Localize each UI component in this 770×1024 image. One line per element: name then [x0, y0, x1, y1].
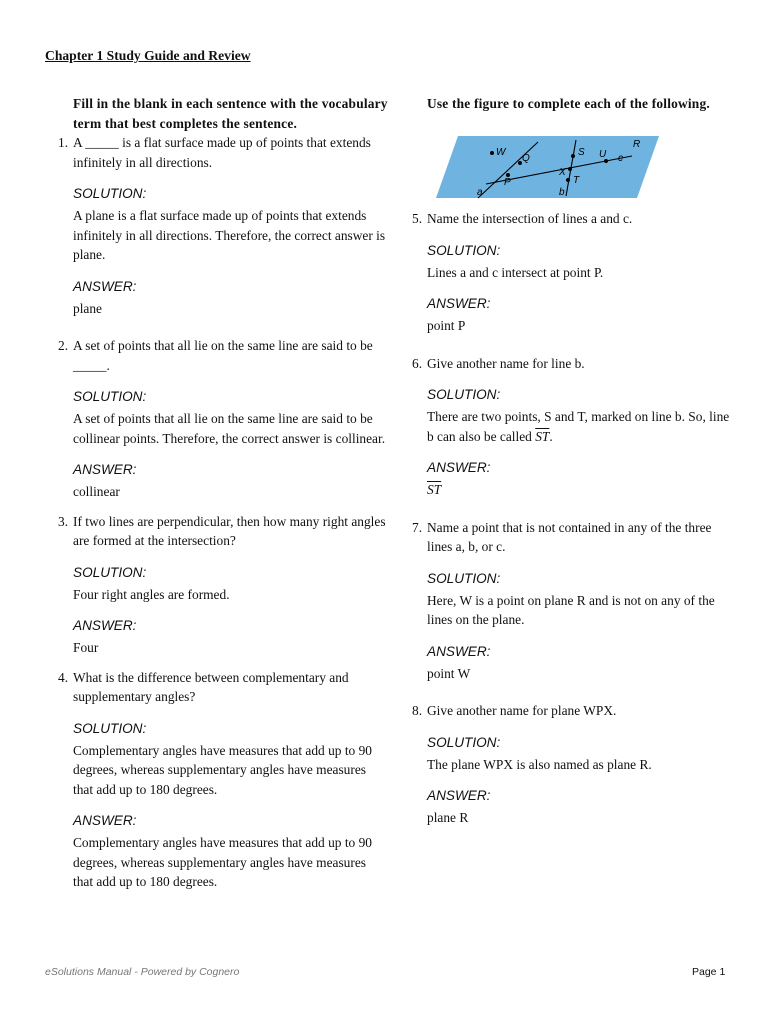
label-R: R — [633, 139, 641, 150]
answer-text: point P — [427, 318, 466, 333]
label-c: c — [618, 153, 623, 164]
solution-label: SOLUTION: — [427, 570, 501, 586]
answer-label: ANSWER: — [427, 643, 491, 659]
answer-text: plane R — [427, 810, 469, 825]
question-8: 8. Give another name for plane WPX. — [412, 701, 732, 721]
right-instructions: Use the figure to complete each of the following. — [427, 96, 710, 111]
question-5: 5. Name the intersection of lines a and c. — [412, 209, 732, 229]
question-text: Give another name for line b. — [427, 355, 585, 371]
answer-text: plane — [73, 300, 102, 316]
label-T: T — [573, 175, 580, 186]
answer-label: ANSWER: — [427, 296, 491, 311]
page-title: Chapter 1 Study Guide and Review — [45, 48, 251, 63]
solution-label: SOLUTION: — [427, 387, 501, 402]
solution-text: Complementary angles have measures that add up to 90 degrees, whereas supplementary angles have measures that add up to 180 degrees. — [73, 742, 372, 797]
answer-label: ANSWER: — [427, 788, 491, 803]
line-ST-symbol: $\overline{ST}$ — [535, 428, 550, 444]
point-S — [571, 154, 575, 158]
label-a: a — [477, 187, 483, 198]
answer-label: ANSWER: — [73, 618, 137, 633]
solution-label: SOLUTION: — [427, 242, 501, 258]
plane-figure — [436, 134, 661, 200]
solution-label: SOLUTION: — [73, 389, 147, 404]
solution-text: A plane is a flat surface made up of points that extends infinitely in all directions. Therefore, the correct answer is plane. — [73, 208, 386, 262]
solution-text: The plane WPX is also named as plane R. — [427, 756, 652, 772]
label-S: S — [578, 147, 585, 158]
answer-text: Complementary angles have measures that add up to 90 degrees, whereas supplementary angles have measures that add up to 180 degrees. — [73, 835, 372, 889]
right-column — [412, 209, 732, 828]
label-U: U — [599, 149, 607, 160]
solution-label: SOLUTION: — [73, 186, 147, 201]
solution-text: Lines a and c intersect at point P. — [427, 264, 604, 280]
footer-publisher: eSolutions Manual - Powered by Cognero — [45, 966, 240, 978]
label-Q: Q — [522, 153, 530, 164]
label-b: b — [559, 187, 565, 198]
answer-label: ANSWER: — [73, 278, 137, 294]
answer-text: point W — [427, 665, 471, 681]
solution-label: SOLUTION: — [73, 720, 147, 736]
label-W: W — [496, 147, 506, 158]
solution-text: Here, W is a point on plane R and is not on any of the lines on the plane. — [427, 592, 715, 627]
answer-label: ANSWER: — [427, 460, 491, 475]
page-number: Page 1 — [692, 966, 726, 978]
question-text: A set of points that all lie on the same line are said to be _____. — [73, 338, 373, 373]
question-2: 2. A set of points that all lie on the same line are said to be _____. — [58, 336, 388, 375]
question-text: Name a point that is not contained in any of the three lines a, b, or c. — [427, 519, 712, 554]
left-column — [58, 94, 388, 892]
point-X — [568, 167, 572, 171]
answer-label: ANSWER: — [73, 462, 137, 477]
question-3: 3. If two lines are perpendicular, then how many right angles are formed at the intersection? — [58, 512, 388, 551]
solution-label: SOLUTION: — [427, 734, 501, 750]
label-X: X — [559, 167, 566, 178]
question-text: Give another name for plane WPX. — [427, 703, 617, 718]
question-text: If two lines are perpendicular, then how many right angles are formed at the intersection? — [73, 513, 386, 548]
question-text: What is the difference between complementary and supplementary angles? — [73, 669, 349, 704]
question-1: 1. A _____ is a flat surface made up of points that extends infinitely in all directions. — [58, 133, 388, 172]
question-text: Name the intersection of lines a and c. — [427, 211, 633, 226]
point-W — [490, 151, 494, 155]
question-text: A _____ is a flat surface made up of points that extends infinitely in all directions. — [73, 135, 371, 170]
question-4: 4. What is the difference between complementary and supplementary angles? — [58, 668, 388, 707]
answer-text: Four — [73, 640, 99, 655]
solution-text: A set of points that all lie on the same line are said to be collinear points. Therefore, the correct answer is collinear. — [73, 411, 386, 446]
solution-label: SOLUTION: — [73, 564, 147, 580]
question-6: 6. Give another name for line b. — [412, 354, 732, 374]
left-instructions: Fill in the blank in each sentence with the vocabulary term that best completes the sentence. — [73, 96, 388, 131]
solution-text: There are two points, S and T, marked on line b. So, line b can also be called $\overline{ST}$. — [427, 409, 730, 444]
answer-text: $\overline{ST}$ — [427, 482, 442, 497]
question-7: 7. Name a point that is not contained in any of the three lines a, b, or c. — [412, 518, 732, 557]
plane-R-shape — [436, 136, 659, 198]
answer-text: collinear — [73, 484, 120, 499]
answer-label: ANSWER: — [73, 813, 137, 828]
point-T — [566, 178, 570, 182]
solution-text: Four right angles are formed. — [73, 586, 230, 602]
label-P: P — [504, 177, 511, 188]
